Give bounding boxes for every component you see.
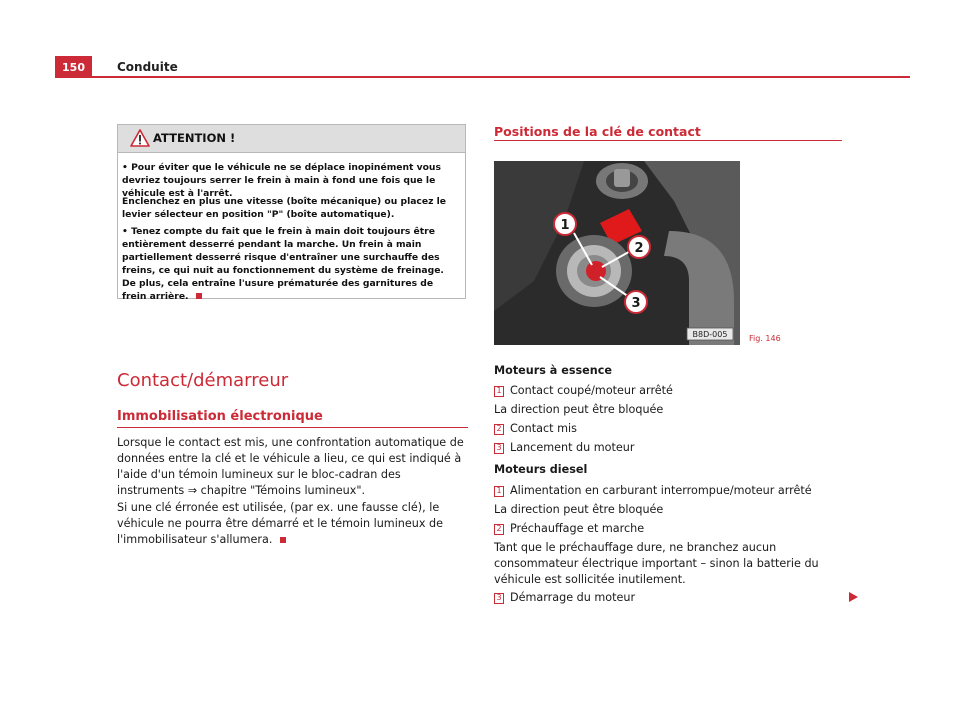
warning-text-1: Pour éviter que le véhicule ne se déplace inopinément vous devriez toujours serrer le frein à main à fond une fois que le véhicule est à l'arrêt. — [122, 162, 441, 199]
warning-point-3 — [122, 225, 460, 303]
page-number: 150 — [55, 56, 92, 78]
warning-text-2: Enclenchez en plus une vitesse (boîte mécanique) ou placez le levier sélecteur en position "P" (boîte automatique). — [122, 196, 447, 220]
diesel-item-3 — [494, 590, 854, 606]
essence-title: Moteurs à essence — [494, 364, 612, 377]
immob-paragraph-2-text: Si une clé érronée est utilisée, (par ex. une fausse clé), le véhicule ne pourra être démarré et le témoin lumineux de l'immobilisateur s'allumera. — [117, 501, 444, 546]
callout-2-label: 2 — [634, 241, 644, 256]
warning-triangle-icon — [130, 129, 150, 147]
positions-rule — [494, 140, 842, 141]
warning-header — [118, 125, 465, 153]
warning-box — [117, 124, 466, 302]
diesel-item-2 — [494, 521, 854, 537]
number-box: 3 — [494, 443, 504, 454]
warning-title: ATTENTION ! — [153, 131, 236, 145]
essence-note: La direction peut être bloquée — [494, 403, 664, 416]
ignition-key-figure — [494, 161, 740, 345]
number-box: 1 — [494, 486, 504, 497]
number-box: 2 — [494, 524, 504, 535]
essence-item-2 — [494, 421, 854, 437]
section-title: Conduite — [117, 60, 178, 74]
header-rule — [92, 76, 910, 78]
diesel-note: La direction peut être bloquée — [494, 503, 664, 516]
item-text: Lancement du moteur — [510, 441, 635, 454]
continue-arrow-icon — [849, 592, 858, 602]
positions-heading: Positions de la clé de contact — [494, 124, 701, 139]
subsection-rule — [117, 427, 468, 428]
item-text: Alimentation en carburant interrompue/moteur arrêté — [510, 484, 812, 497]
essence-item-1 — [494, 383, 854, 399]
callout-3-label: 3 — [631, 296, 641, 311]
essence-item-3 — [494, 440, 854, 456]
warning-text-3: Tenez compte du fait que le frein à main doit toujours être entièrement desserré pendant la marche. Un frein à main partiellement desserré risque d'entraîner une surchauffe des freins, ce qui nuit au fonctionnement du système de freinage. De plus, cela entraîne l'usure prématurée des garnitures de frein arrière. — [122, 226, 444, 302]
number-box: 1 — [494, 386, 504, 397]
number-box: 3 — [494, 593, 504, 604]
callout-1-label: 1 — [560, 218, 570, 233]
item-text: Démarrage du moteur — [510, 591, 636, 604]
immob-paragraph-1: Lorsque le contact est mis, une confrontation automatique de données entre la clé et le véhicule a lieu, ce qui est indiqué à l'aide d'un témoin lumineux sur le bloc-cadran des instruments ⇒ chapitre "Témoins lumineux". — [117, 436, 464, 497]
immob-paragraph-2 — [117, 500, 469, 548]
end-square-icon — [280, 537, 286, 543]
ignition-illustration — [494, 161, 740, 345]
diesel-item-1 — [494, 483, 854, 499]
figure-caption: Fig. 146 — [749, 334, 781, 343]
diesel-title: Moteurs diesel — [494, 463, 588, 476]
diesel-paragraph: Tant que le préchauffage dure, ne branchez aucun consommateur électrique important – sinon la batterie du véhicule est sollicitée inutilement. — [494, 541, 819, 586]
subsection-heading: Immobilisation électronique — [117, 409, 323, 424]
bullet-icon: • — [122, 162, 128, 173]
chapter-heading: Contact/démarreur — [117, 370, 289, 391]
item-text: Contact mis — [510, 422, 577, 435]
figure-code: B8D-005 — [692, 330, 728, 339]
number-box: 2 — [494, 424, 504, 435]
bullet-icon: • — [122, 226, 128, 237]
end-square-icon — [196, 293, 202, 299]
item-text: Préchauffage et marche — [510, 522, 645, 535]
item-text: Contact coupé/moteur arrêté — [510, 384, 673, 397]
